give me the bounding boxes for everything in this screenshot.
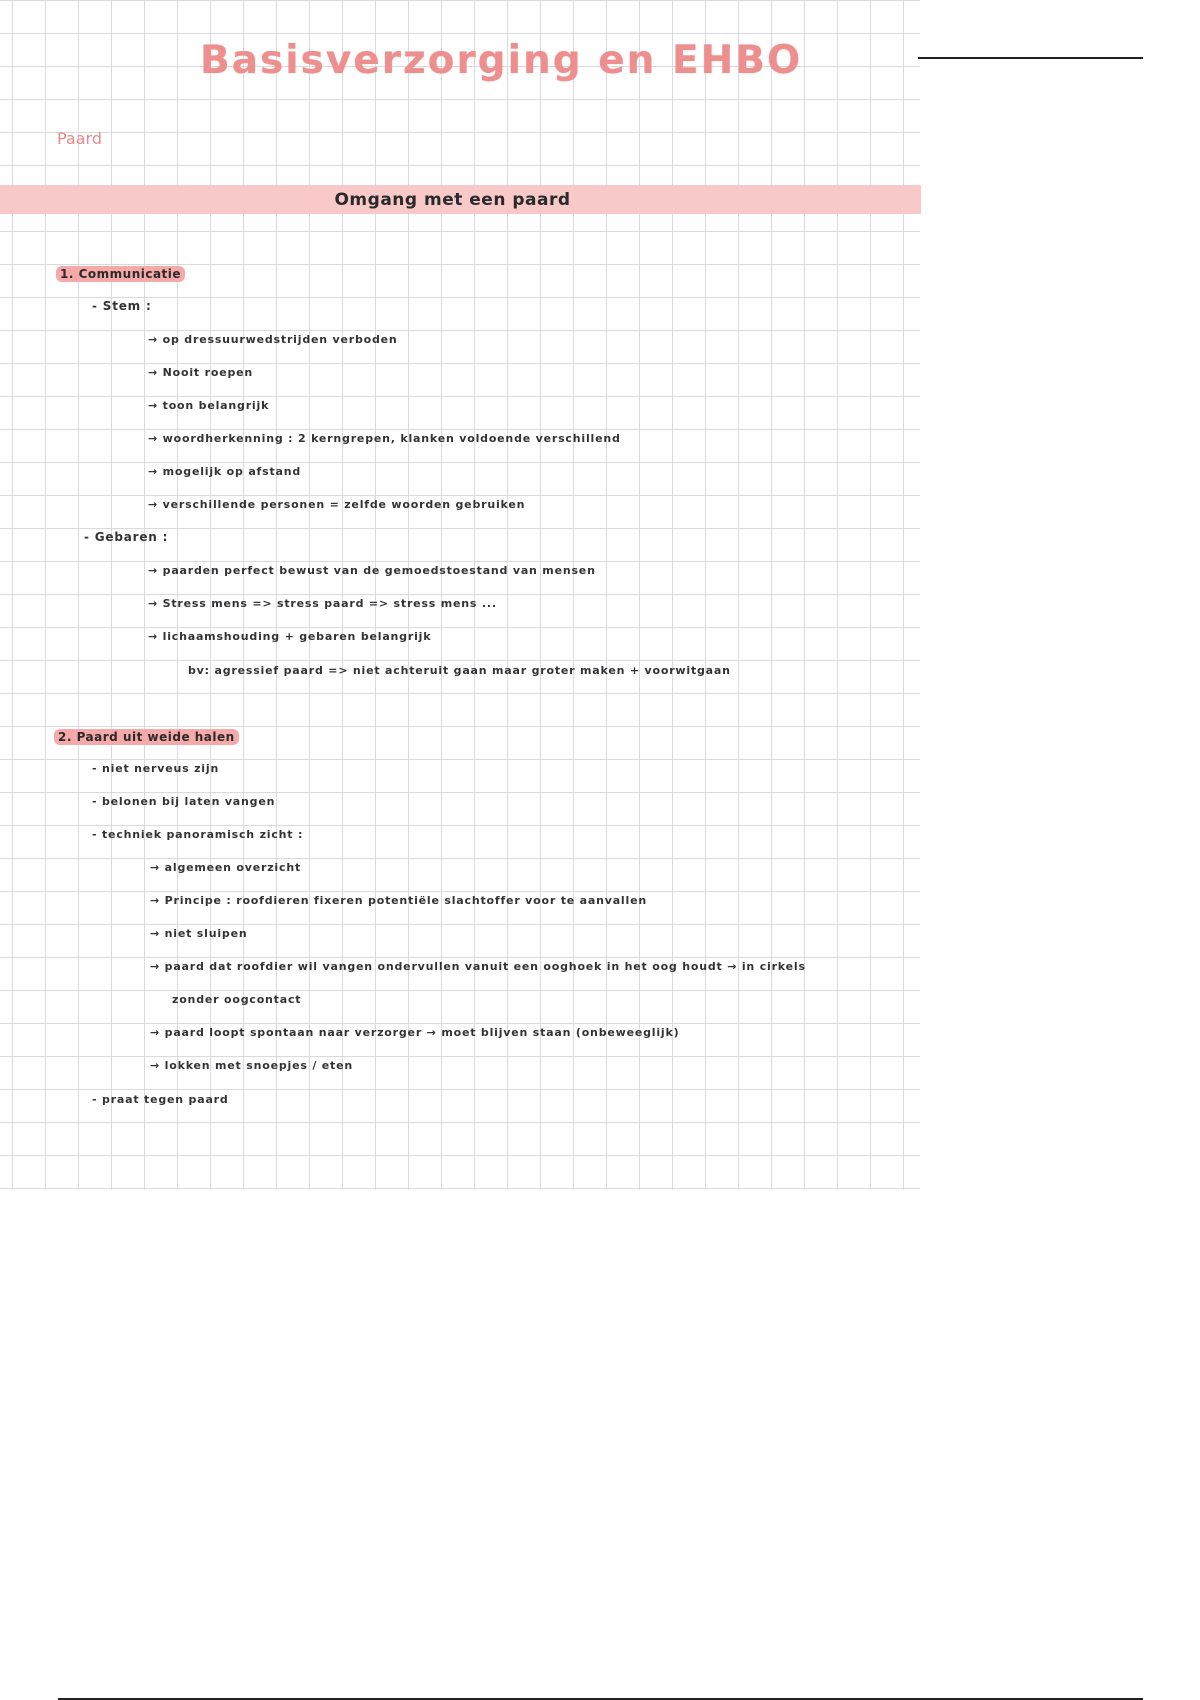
- list-item: - belonen bij laten vangen: [92, 795, 276, 808]
- list-item: → mogelijk op afstand: [148, 465, 302, 478]
- top-rule: [918, 57, 1143, 59]
- page-title: Basisverzorging en EHBO: [200, 38, 803, 83]
- banner-title: Omgang met een paard: [334, 190, 571, 210]
- list-item: → op dressuurwedstrijden verboden: [148, 333, 398, 346]
- list-item: → paard dat roofdier wil vangen ondervullen vanuit een ooghoek in het oog houdt → in cirkels: [150, 960, 806, 973]
- subject-label: Paard: [57, 129, 102, 148]
- example-line: bv: agressief paard => niet achteruit gaan maar groter maken + voorwitgaan: [188, 664, 731, 677]
- list-item: → lokken met snoepjes / eten: [150, 1059, 353, 1072]
- list-item: → woordherkenning : 2 kerngrepen, klanken voldoende verschillend: [148, 432, 621, 445]
- list-item: → Stress mens => stress paard => stress mens ...: [148, 597, 497, 610]
- gebaren-label: - Gebaren :: [84, 530, 169, 544]
- list-item: - praat tegen paard: [92, 1093, 229, 1106]
- list-item: → paarden perfect bewust van de gemoedstoestand van mensen: [148, 564, 596, 577]
- section-heading-communicatie: 1. Communicatie: [56, 266, 185, 282]
- list-item: → niet sluipen: [150, 927, 248, 940]
- list-item: → paard loopt spontaan naar verzorger → moet blijven staan (onbeweeglijk): [150, 1026, 680, 1039]
- list-item: zonder oogcontact: [172, 993, 302, 1006]
- section-heading-paard-uit-weide: 2. Paard uit weide halen: [54, 729, 239, 745]
- list-item: → Nooit roepen: [148, 366, 254, 379]
- list-item: → algemeen overzicht: [150, 861, 302, 874]
- list-item: - niet nerveus zijn: [92, 762, 220, 775]
- list-item: → toon belangrijk: [148, 399, 270, 412]
- list-item: → Principe : roofdieren fixeren potentiële slachtoffer voor te aanvallen: [150, 894, 647, 907]
- list-item: - techniek panoramisch zicht :: [92, 828, 304, 841]
- list-item: → lichaamshouding + gebaren belangrijk: [148, 630, 432, 643]
- stem-label: - Stem :: [92, 299, 152, 313]
- list-item: → verschillende personen = zelfde woorden gebruiken: [148, 498, 526, 511]
